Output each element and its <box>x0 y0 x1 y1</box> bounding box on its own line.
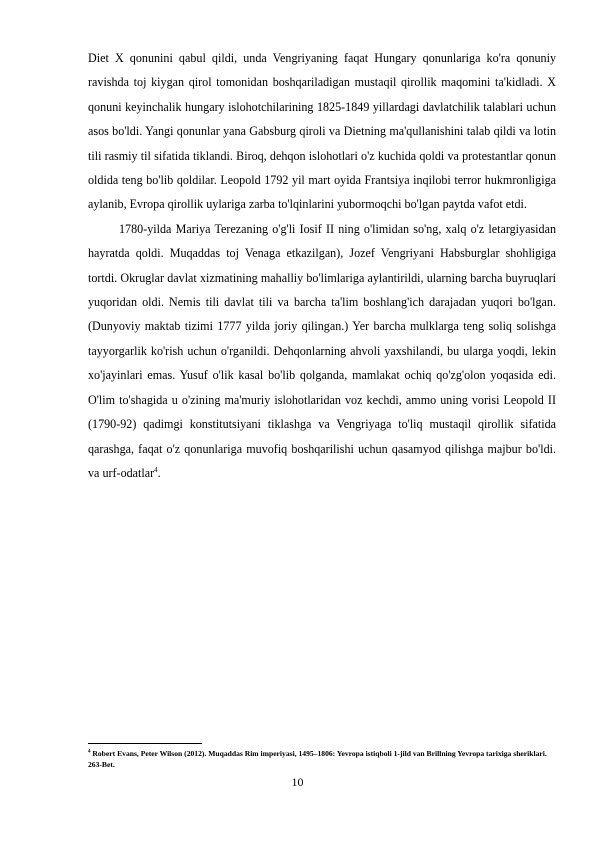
footnote-separator <box>88 743 202 744</box>
paragraph-2-text: 1780-yilda Mariya Terezaning o'g'li Iosif II ning o'limidan so'ng, xalq o'z letargiyasidan hayratda qoldi. Muqaddas toj Venaga etkazilgan), Jozef Vengriyani Habsburglar shohligiga tortdi. Okruglar davlat xizmatining mahalliy bo'limlariga aylantirildi, ularning barcha buyruqlari yuqoridan oldi. Nemis tili davlat tili va barcha ta'lim boshlang'ich darajadan yuqori bo'lgan. (Dunyoviy maktab tizimi 1777 yilda joriy qilingan.) Yer barcha mulklarga teng soliq solishga tayyorgarlik ko'rish uchun o'rganildi. Dehqonlarning ahvoli yaxshilandi, bu ularga yoqdi, lekin xo'jayinlari emas. Yusuf o'lik kasal bo'lib qolganda, mamlakat ochiq qo'zg'olon yoqasida edi. O'lim to'shagida u o'zining ma'muriy islohotlaridan voz kechdi, ammo uning vorisi Leopold II (1790-92) qadimgi konstitutsiyani tiklashga va Vengriyaga to'liq mustaqil qirollik sifatida qarashga, faqat o'z qonunlariga muvofiq boshqarilishi uchun qasamyod qilishga majbur bo'ldi. va urf-odatlar <box>88 221 556 480</box>
footnote-marker: 4 <box>88 749 91 755</box>
paragraph-2: 1780-yilda Mariya Terezaning o'g'li Iosif II ning o'limidan so'ng, xalq o'z letargiyasidan hayratda qoldi. Muqaddas toj Venaga etkazilgan), Jozef Vengriyani Habsburglar shohligiga tortdi. Okruglar davlat xizmatining mahalliy bo'limlariga aylantirildi, ularning barcha buyruqlari yuqoridan oldi. Nemis tili davlat tili va barcha ta'lim boshlang'ich darajadan yuqori bo'lgan. (Dunyoviy maktab tizimi 1777 yilda joriy qilingan.) Yer barcha mulklarga teng soliq solishga tayyorgarlik ko'rish uchun o'rganildi. Dehqonlarning ahvoli yaxshilandi, bu ularga yoqdi, lekin xo'jayinlari emas. Yusuf o'lik kasal bo'lib qolganda, mamlakat ochiq qo'zg'olon yoqasida edi. O'lim to'shagida u o'zining ma'muriy islohotlaridan voz kechdi, ammo uning vorisi Leopold II (1790-92) qadimgi konstitutsiyani tiklashga va Vengriyaga to'liq mustaqil qirollik sifatida qarashga, faqat o'z qonunlariga muvofiq boshqarilishi uchun qasamyod qilishga majbur bo'ldi. va urf-odatlar$^4$. <box>88 221 556 480</box>
body-text <box>88 46 556 485</box>
footnote-reference[interactable]: 4 <box>154 465 158 474</box>
page-number: 10 <box>291 775 304 789</box>
footnote-text: Robert Evans, Peter Wilson (2012). Muqaddas Rim imperiyasi, 1495–1806: Yevropa istiqboli 1-jild van Brillning Yevropa tarixiga sheriklari. 263-Bet. <box>88 749 547 769</box>
footnote <box>88 748 556 770</box>
paragraph-1: Diet X qonunini qabul qildi, unda Vengriyaning faqat Hungary qonunlariga ko'ra qonuniy ravishda toj kiygan qirol tomonidan boshqariladigan mustaqil qirollik maqomini ta'kidladi. X qonuni keyinchalik hungary islohotchilarining 1825-1849 yillardagi davlatchilik talablari uchun asos bo'ldi. Yangi qonunlar yana Gabsburg qiroli va Dietning ma'qullanishini talab qildi va lotin tili rasmiy til sifatida tiklandi. Biroq, dehqon islohotlari o'z kuchida qoldi va protestantlar qonun oldida teng bo'lib qoldilar. Leopold 1792 yil mart oyida Frantsiya inqilobi terror hukmronligiga aylanib, Evropa qirollik uylariga zarba to'lqinlarini yubormoqchi bo'lgan paytda vafot etdi. <box>88 51 556 212</box>
